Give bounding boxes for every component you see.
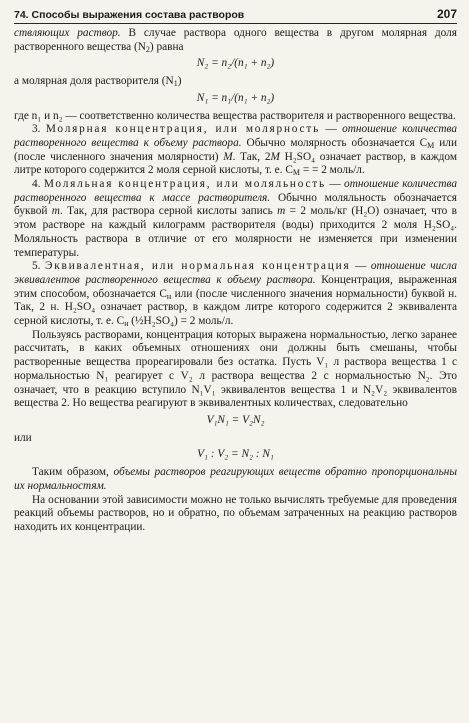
paragraph-text: или (после численного значения нормальности) буквой н. Так, 2 н. H₂SO₄ означает раствор, в каждом литре которого содержится 2 эквивалента серной кислоты, т. е. C: [14, 287, 457, 328]
paragraph-mixing: Пользуясь растворами, концентрация которых выражена нормальностью, легко заранее рассчитать, в каких объемных отношениях они должны быть смешаны, чтобы растворенные вещества прореагировали без остатка. Пусть V₁ л раствора вещества 1 с нормальностью N₁ реагирует с V₂ л раствора вещества 2 с нормальностью N₂. Это означает, что в реакцию вступило N₁V₁ эквивалентов вещества 1 и N₂V₂ эквивалентов вещества 2. Но вещества реагируют в эквивалентных количествах, следовательно: [14, 328, 457, 410]
definition-italic: отношение количества растворенного вещества к массе растворителя.: [14, 178, 457, 204]
conclusion-italic: объемы растворов реагирующих веществ обратно пропорциональны их нормальностям.: [14, 466, 458, 492]
paragraph-text: ) равна: [149, 40, 184, 53]
definition-italic: отношение числа эквивалентов растворенного вещества к объему раствора.: [14, 260, 457, 286]
paragraph-conclusion: [14, 466, 457, 493]
paragraph-text: или (после численного значения молярности): [14, 136, 457, 163]
paragraph-text: ): [177, 75, 182, 88]
paragraph-final: На основании этой зависимости можно не только вычислять требуемые для проведения реакций объемы растворов, но и обратно, по объемам затраченных на реакцию растворов находить их концентрации.: [14, 493, 457, 533]
paragraph-molality: [14, 178, 457, 260]
paragraph-text: Концентрация, выраженная этим способом, обозначается C: [14, 273, 458, 300]
paragraph-mole-fraction: [14, 27, 457, 54]
paragraph-text: . Так, для раствора серной кислоты запись: [59, 205, 278, 218]
lead-italic: ствляющих раствор.: [14, 27, 121, 39]
dash: —: [320, 123, 343, 136]
definition-italic: отношение количества растворенного вещества к объему раствора.: [14, 123, 458, 149]
term-spaced: Эквивалентная, или нормальная концентрация: [45, 260, 351, 273]
subscript: М: [292, 168, 300, 178]
page-number: 207: [436, 7, 457, 21]
subscript: М: [427, 140, 435, 150]
subscript: 2: [145, 44, 150, 54]
item-number: 5.: [32, 260, 46, 273]
section-title: 74. Способы выражения состава растворов: [14, 9, 245, 21]
paragraph-text: Обычно молярность обозначается C: [241, 136, 428, 149]
paragraph-text: В случае раствора одного вещества в другом молярная доля растворенного вещества (N: [14, 27, 457, 53]
item-number: 3.: [32, 123, 46, 136]
paragraph-text: Обычно моляльность обозначается буквой: [14, 191, 457, 218]
running-header: [14, 7, 457, 24]
dash: —: [350, 260, 371, 273]
term-spaced: Моляльная концентрация, или моляльность: [43, 178, 326, 191]
subscript: 1: [173, 79, 178, 89]
paragraph-text: (½H₂SO₄) = 2 моль/л.: [128, 315, 234, 328]
equation-n2: N₂ = n₂/(n₁ + n₂): [196, 57, 275, 70]
paragraph-text: . Так, 2: [232, 150, 271, 163]
paragraph-solvent-fraction: [14, 75, 457, 89]
symbol: М: [223, 150, 233, 163]
equation-n1: N₁ = n₁/(n₁ + n₂): [196, 91, 275, 104]
equation-ratio: V₁ : V₂ = N₂ : N₁: [197, 448, 274, 461]
dash: —: [325, 178, 345, 191]
or-word: или: [14, 431, 32, 444]
paragraph-text: = 2 моль/кг (H₂O) означает, что в этом растворе на каждый килограмм растворителя (воды) приходится 2 моля H₂SO₄. Моляльность раствора в отличие от его молярности не изменяется при изменении температуры.: [14, 205, 457, 259]
term-spaced: Молярная концентрация, или молярность: [45, 123, 321, 136]
body-text: [14, 27, 457, 535]
paragraph-molarity: [14, 123, 457, 178]
paragraph-normality: [14, 260, 457, 329]
symbol: m: [277, 205, 286, 218]
paragraph-text: H₂SO₄ означает раствор, в каждом литре которого содержится 2 моля серной кислоты, т. е. C: [14, 150, 457, 177]
symbol: М: [270, 150, 280, 163]
subscript: н: [166, 291, 172, 301]
paragraph-text: Таким образом,: [32, 466, 114, 479]
paragraph-where: где n₁ и n₂ — соответственно количества вещества растворителя и растворенного вещества.: [14, 109, 456, 122]
paragraph-text: а молярная доля растворителя (N: [14, 75, 174, 88]
subscript: н: [124, 319, 129, 329]
symbol: m: [51, 205, 60, 218]
item-number: 4.: [32, 178, 44, 191]
equation-vn: V₁N₁ = V₂N₂: [206, 413, 265, 426]
paragraph-text: = = 2 моль/л.: [300, 164, 365, 177]
